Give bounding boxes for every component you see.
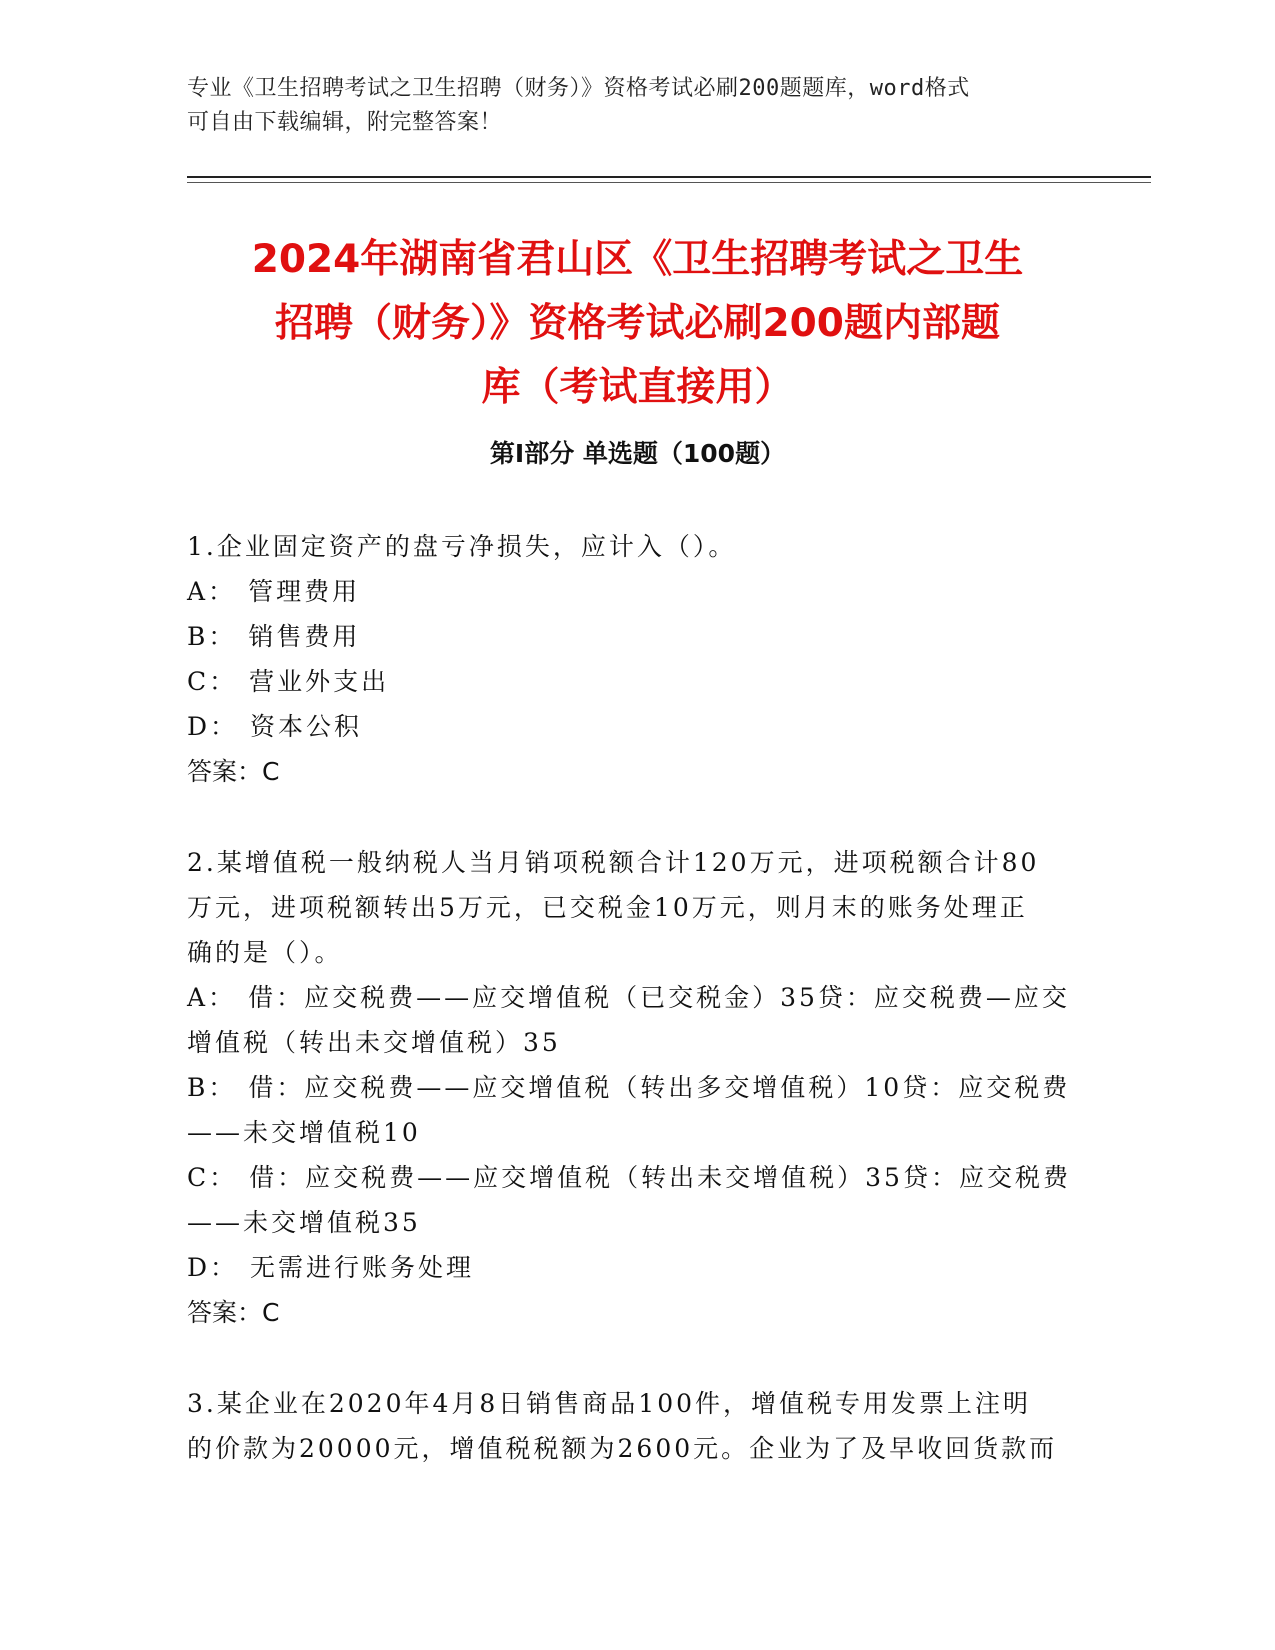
option-key: B： (187, 622, 237, 651)
option-c-continued: ——未交增值税35 (187, 1208, 421, 1237)
header-divider-thin (187, 182, 1151, 183)
option-key: A： (187, 983, 237, 1012)
option-text: 借：应交税费——应交增值税（转出多交增值税）10贷：应交税费 (248, 1073, 1071, 1102)
option-d (187, 704, 1077, 749)
header-divider-thick (187, 176, 1151, 178)
option-a (187, 569, 1077, 614)
option-key: C： (187, 667, 238, 696)
question-item (187, 524, 1077, 794)
question-text: 1.企业固定资产的盘亏净损失，应计入（）。 (187, 532, 737, 561)
answer-text: 答案：C (187, 1298, 280, 1327)
option-key: A： (187, 577, 237, 606)
option-a (187, 975, 1077, 1020)
option-text: 借：应交税费——应交增值税（已交税金）35贷：应交税费—应交 (248, 983, 1070, 1012)
question-item (187, 840, 1077, 1335)
option-text: 销售费用 (248, 622, 361, 651)
page-title-line-2: 招聘（财务）》资格考试必刷200题内部题 (275, 301, 1000, 346)
header-note (187, 72, 1077, 140)
option-b-continued: ——未交增值税10 (187, 1118, 421, 1147)
page-title (170, 228, 1105, 420)
question-text-line-1: 3.某企业在2020年4月8日销售商品100件，增值税专用发票上注明 (187, 1389, 1032, 1418)
page-title-line-3: 库（考试直接用） (481, 365, 794, 410)
question-text-line-3: 确的是（）。 (187, 938, 343, 967)
page-title-line-1: 2024年湖南省君山区《卫生招聘考试之卫生 (251, 237, 1024, 282)
option-key: B： (187, 1073, 237, 1102)
section-title: 第Ⅰ部分 单选题（100题） (489, 439, 786, 468)
answer-text: 答案：C (187, 757, 280, 786)
option-text: 营业外支出 (249, 667, 390, 696)
option-text: 无需进行账务处理 (250, 1253, 475, 1282)
header-note-line-2: 可自由下载编辑，附完整答案！ (187, 110, 503, 135)
question-list (187, 524, 1077, 1517)
option-b (187, 1065, 1077, 1110)
option-key: D： (187, 1253, 239, 1282)
option-text: 管理费用 (248, 577, 361, 606)
question-text-line-2: 的价款为20000元，增值税税额为2600元。企业为了及早收回货款而 (187, 1434, 1058, 1463)
question-text-line-1: 2.某增值税一般纳税人当月销项税额合计120万元，进项税额合计80 (187, 848, 1040, 877)
option-key: C： (187, 1163, 238, 1192)
question-text-line-2: 万元，进项税额转出5万元，已交税金10万元，则月末的账务处理正 (187, 893, 1028, 922)
option-c (187, 659, 1077, 704)
option-key: D： (187, 712, 239, 741)
option-b (187, 614, 1077, 659)
option-text: 借：应交税费——应交增值税（转出未交增值税）35贷：应交税费 (249, 1163, 1071, 1192)
option-c (187, 1155, 1077, 1200)
question-item (187, 1381, 1077, 1471)
option-d (187, 1245, 1077, 1290)
option-text: 资本公积 (250, 712, 363, 741)
option-a-continued: 增值税（转出未交增值税）35 (187, 1028, 561, 1057)
header-note-line-1: 专业《卫生招聘考试之卫生招聘（财务）》资格考试必刷200题题库，word格式 (187, 76, 970, 101)
